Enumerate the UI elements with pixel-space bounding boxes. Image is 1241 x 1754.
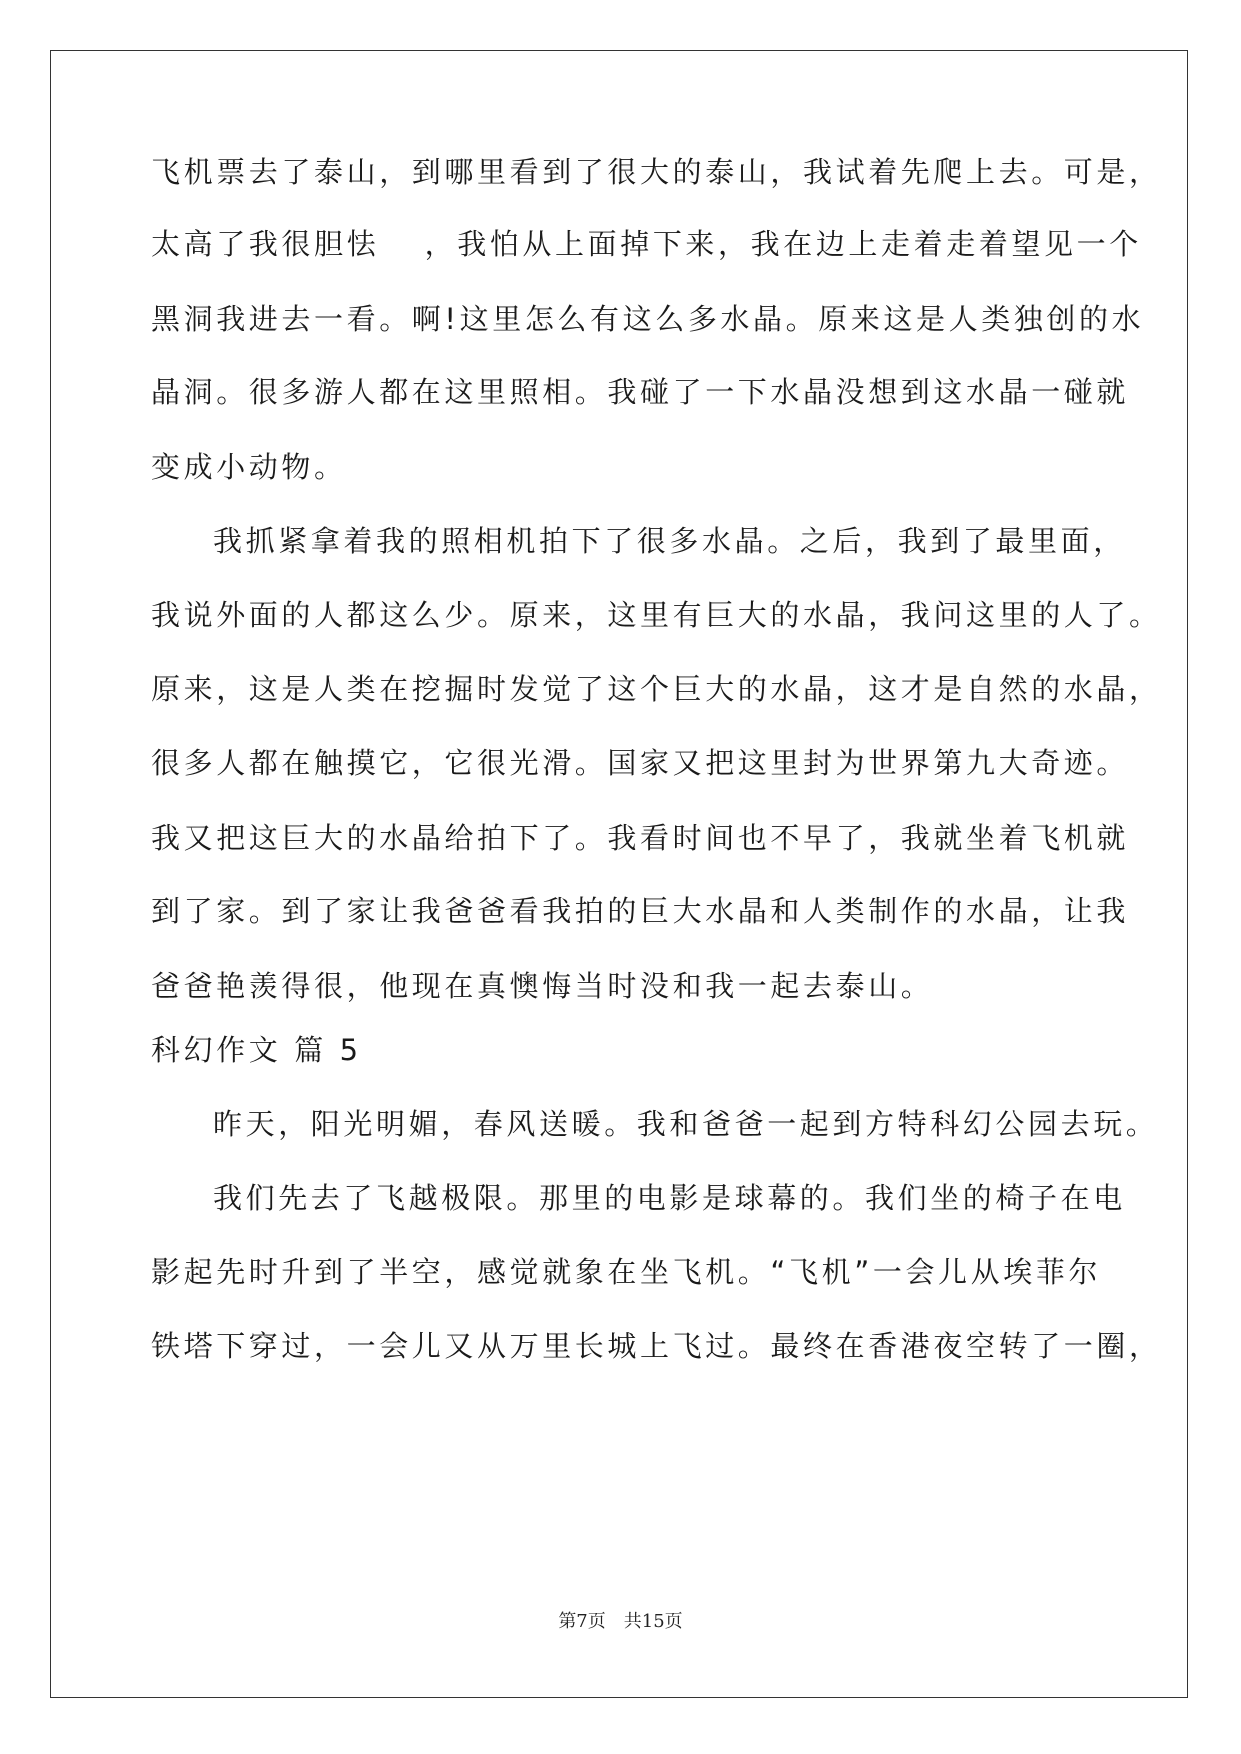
text-line: 影起先时升到了半空，感觉就象在坐飞机。“飞机”一会儿从埃菲尔 <box>151 1255 1102 1289</box>
text-line: 爸爸艳羡得很，他现在真懊悔当时没和我一起去泰山。 <box>151 969 934 1003</box>
text-line: 太高了我很胆怯 ，我怕从上面掉下来，我在边上走着走着望见一个 <box>151 227 1142 261</box>
text-line: 到了家。到了家让我爸爸看我拍的巨大水晶和人类制作的水晶，让我 <box>151 894 1130 928</box>
page-number-footer: 第7页 共15页 <box>558 1611 683 1632</box>
text-line: 晶洞。很多游人都在这里照相。我碰了一下水晶没想到这水晶一碰就 <box>151 375 1130 409</box>
page-border <box>50 50 1188 1698</box>
text-line: 原来，这是人类在挖掘时发觉了这个巨大的水晶，这才是自然的水晶， <box>151 672 1162 706</box>
text-line: 铁塔下穿过，一会儿又从万里长城上飞过。最终在香港夜空转了一圈， <box>151 1329 1162 1363</box>
text-line: 我又把这巨大的水晶给拍下了。我看时间也不早了，我就坐着飞机就 <box>151 821 1130 855</box>
text-line: 黑洞我进去一看。啊!这里怎么有这么多水晶。原来这是人类独创的水 <box>151 302 1145 336</box>
paragraph-first-line: 我抓紧拿着我的照相机拍下了很多水晶。之后，我到了最里面， <box>213 524 1126 558</box>
paragraph-first-line: 我们先去了飞越极限。那里的电影是球幕的。我们坐的椅子在电 <box>213 1181 1126 1215</box>
text-line: 我说外面的人都这么少。原来，这里有巨大的水晶，我问这里的人了。 <box>151 598 1162 632</box>
text-line: 飞机票去了泰山，到哪里看到了很大的泰山，我试着先爬上去。可是， <box>151 155 1162 189</box>
text-line: 很多人都在触摸它，它很光滑。国家又把这里封为世界第九大奇迹。 <box>151 746 1130 780</box>
paragraph-first-line: 昨天，阳光明媚，春风送暖。我和爸爸一起到方特科幻公园去玩。 <box>213 1107 1159 1141</box>
text-line: 变成小动物。 <box>151 450 347 484</box>
section-heading: 科幻作文 篇 5 <box>151 1033 362 1067</box>
